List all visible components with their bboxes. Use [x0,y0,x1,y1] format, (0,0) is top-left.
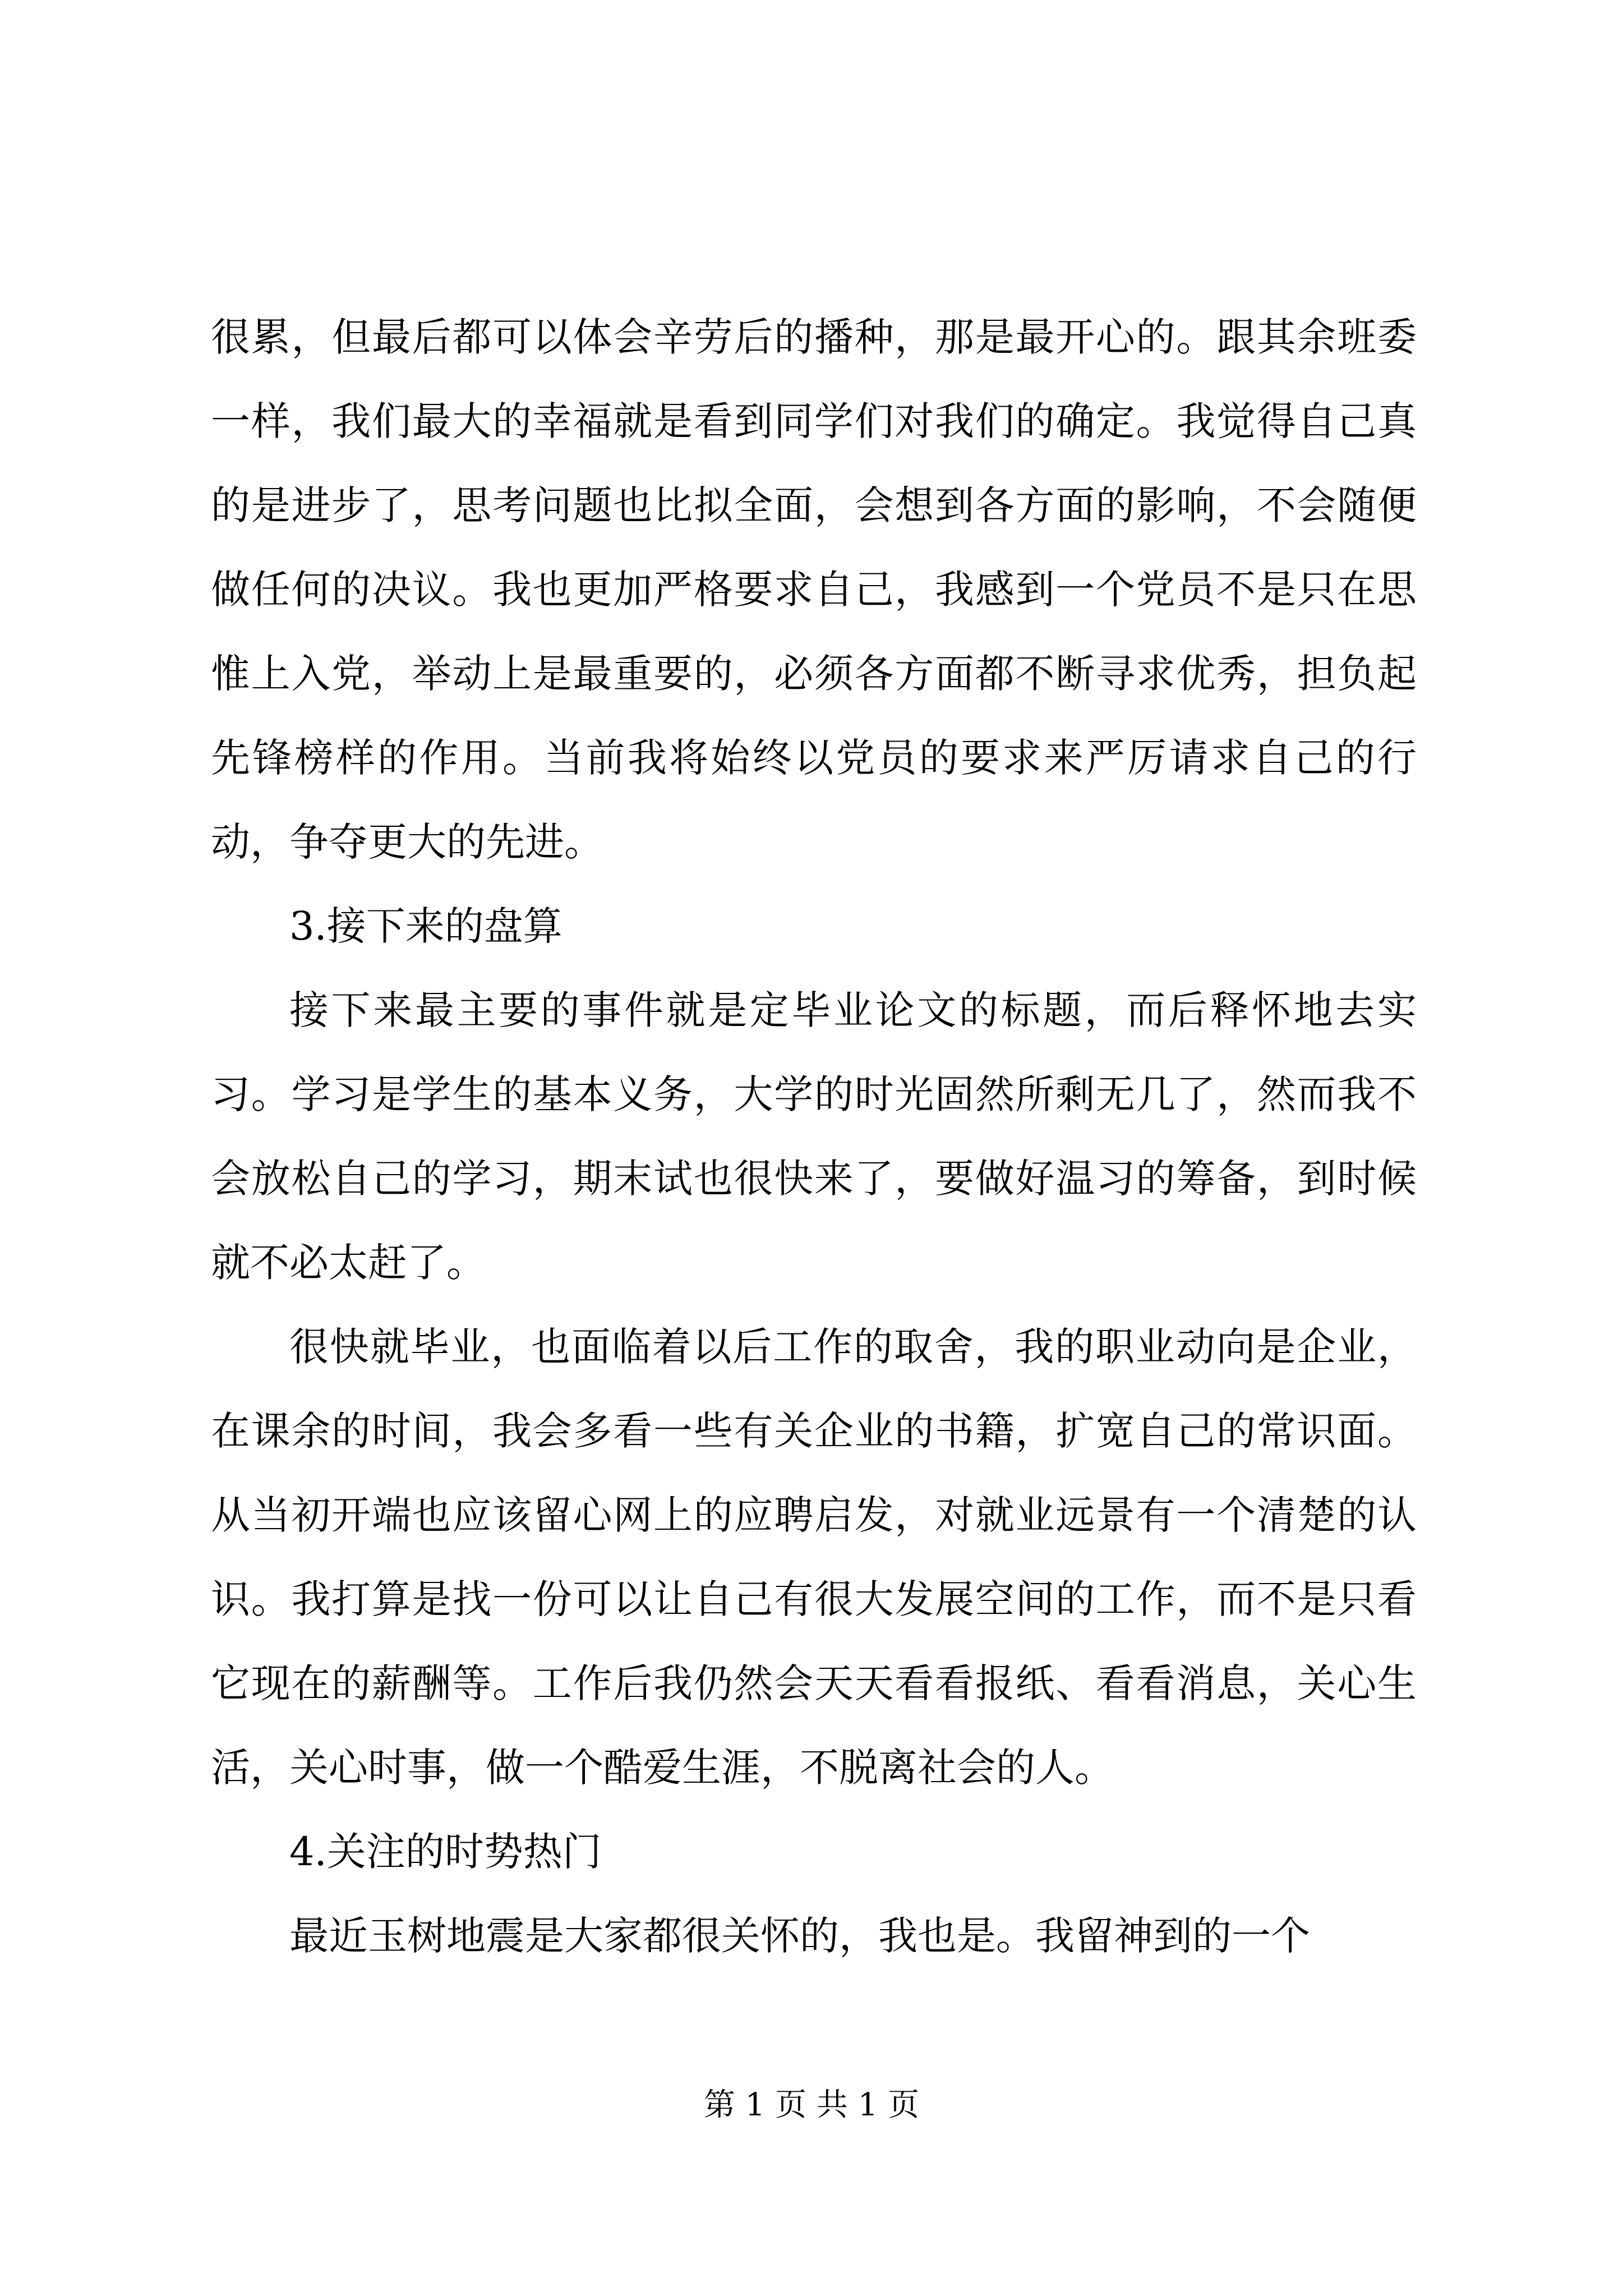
page-footer: 第 1 页 共 1 页 [703,2087,920,2123]
section-heading-4: 4.关注的时势热门 [289,1829,602,1875]
paragraph-current-events: 最近玉树地震是大家都很关怀的，我也是。我留神到的一个 [289,1913,1310,1959]
paragraph-continuation: 很累，但最后都可以体会辛劳后的播种，那是最开心的。跟其余班委一样，我们最大的幸福就是看到同学们对我们的确定。我觉得自己真的是进步了，思考问题也比拟全面，会想到各方面的影响，不会随便做任何的决议。我也更加严格要求自己，我感到一个党员不是只在思惟上入党，举动上是最重要的，必须各方面都不断寻求优秀，担负起先锋榜样的作用。当前我将始终以党员的要求来严厉请求自己的行动，争夺更大的先进。 [211,314,1417,865]
document-body [211,295,1417,1978]
paragraph-career-plans: 很快就毕业，也面临着以后工作的取舍，我的职业动向是企业，在课余的时间，我会多看一些有关企业的书籍，扩宽自己的常识面。从当初开端也应该留心网上的应聘启发，对就业远景有一个清楚的认识。我打算是找一份可以让自己有很大发展空间的工作，而不是只看它现在的薪酬等。工作后我仍然会天天看看报纸、看看消息，关心生活，关心时事，做一个酷爱生涯，不脱离社会的人。 [211,1324,1417,1791]
section-heading-3: 3.接下来的盘算 [289,903,562,949]
paragraph-next-plans: 接下来最主要的事件就是定毕业论文的标题，而后释怀地去实习。学习是学生的基本义务，大学的时光固然所剩无几了，然而我不会放松自己的学习，期末试也很快来了，要做好温习的筹备，到时候就不必太赶了。 [211,987,1417,1286]
